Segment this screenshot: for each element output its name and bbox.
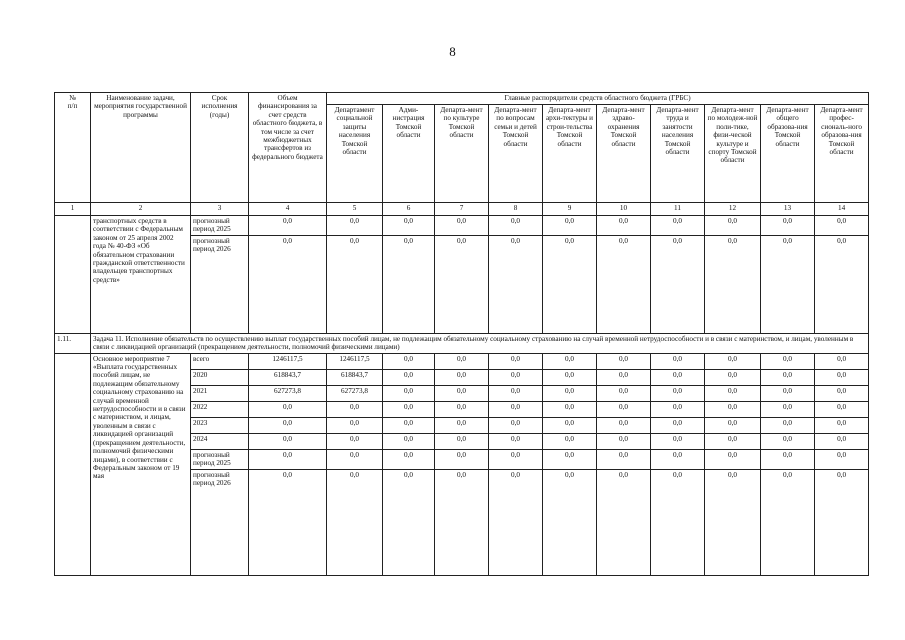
row-number-cell bbox=[55, 353, 91, 575]
value-cell: 0,0 bbox=[705, 417, 761, 433]
value-cell: 0,0 bbox=[435, 385, 489, 401]
value-cell: 0,0 bbox=[597, 385, 651, 401]
value-cell: 0,0 bbox=[249, 417, 327, 433]
period-cell: 2022 bbox=[191, 401, 249, 417]
value-cell: 0,0 bbox=[705, 401, 761, 417]
value-cell: 0,0 bbox=[761, 469, 815, 575]
period-cell: всего bbox=[191, 353, 249, 369]
value-cell: 0,0 bbox=[435, 449, 489, 469]
value-cell: 0,0 bbox=[489, 216, 543, 236]
value-cell: 0,0 bbox=[435, 401, 489, 417]
value-cell: 0,0 bbox=[815, 449, 869, 469]
value-cell: 0,0 bbox=[651, 433, 705, 449]
column-number: 3 bbox=[191, 203, 249, 216]
header-grbs-10: Департа-мент профес-сиональ-ного образова-ния Томской области bbox=[815, 105, 869, 203]
value-cell: 0,0 bbox=[651, 353, 705, 369]
header-col-volume: Объем финансирования за счет средств областного бюджета, в том числе за счет межбюджетных трансфертов из федерального бюджета bbox=[249, 93, 327, 203]
header-grbs-group: Главные распорядители средств областного бюджета (ГРБС) bbox=[327, 93, 869, 105]
value-cell: 0,0 bbox=[543, 469, 597, 575]
value-cell: 0,0 bbox=[597, 235, 651, 333]
column-number: 5 bbox=[327, 203, 383, 216]
value-cell: 627273,8 bbox=[327, 385, 383, 401]
value-cell: 0,0 bbox=[597, 417, 651, 433]
value-cell: 0,0 bbox=[815, 235, 869, 333]
value-cell: 0,0 bbox=[597, 469, 651, 575]
value-cell: 0,0 bbox=[383, 216, 435, 236]
value-cell: 0,0 bbox=[705, 235, 761, 333]
value-cell: 0,0 bbox=[435, 369, 489, 385]
value-cell: 0,0 bbox=[597, 353, 651, 369]
value-cell: 0,0 bbox=[489, 369, 543, 385]
value-cell: 0,0 bbox=[761, 433, 815, 449]
value-cell: 0,0 bbox=[327, 417, 383, 433]
value-cell: 0,0 bbox=[761, 401, 815, 417]
value-cell: 0,0 bbox=[651, 216, 705, 236]
value-cell: 0,0 bbox=[815, 369, 869, 385]
value-cell: 0,0 bbox=[815, 385, 869, 401]
value-cell: 0,0 bbox=[761, 353, 815, 369]
continuation-name: транспортных средств в соответствии с Федеральным законом от 25 апреля 2002 года № 40-ФЗ «Об обязательном страховании гражданской ответственности владельцев транспортных средств» bbox=[91, 216, 191, 334]
task-description: Задача 11. Исполнение обязательств по осуществлению выплат государственных пособий лицам, не подлежащим обязательному социальному страхованию на случай временной нетрудоспособности и в связи с материнством, и лицам, уволенным в связи с ликвидацией организаций (прекращением деятельности, полномочий физическими лицами) bbox=[91, 333, 869, 353]
value-cell: 0,0 bbox=[651, 385, 705, 401]
period-cell: 2021 bbox=[191, 385, 249, 401]
value-cell: 0,0 bbox=[705, 216, 761, 236]
value-cell: 0,0 bbox=[327, 449, 383, 469]
column-number: 13 bbox=[761, 203, 815, 216]
column-number: 6 bbox=[383, 203, 435, 216]
value-cell: 618843,7 bbox=[249, 369, 327, 385]
value-cell: 0,0 bbox=[383, 353, 435, 369]
header-grbs-4: Департа-мент по вопросам семьи и детей Томской области bbox=[489, 105, 543, 203]
value-cell: 0,0 bbox=[543, 401, 597, 417]
column-number: 14 bbox=[815, 203, 869, 216]
column-number: 1 bbox=[55, 203, 91, 216]
value-cell: 0,0 bbox=[651, 417, 705, 433]
value-cell: 0,0 bbox=[327, 216, 383, 236]
value-cell: 0,0 bbox=[543, 385, 597, 401]
value-cell: 0,0 bbox=[815, 401, 869, 417]
value-cell: 0,0 bbox=[327, 401, 383, 417]
value-cell: 0,0 bbox=[249, 449, 327, 469]
header-grbs-6: Департа-мент здраво-охранения Томской области bbox=[597, 105, 651, 203]
period-cell: прогнозный период 2025 bbox=[191, 216, 249, 236]
value-cell: 0,0 bbox=[249, 235, 327, 333]
period-cell: прогнозный период 2025 bbox=[191, 449, 249, 469]
value-cell: 0,0 bbox=[543, 433, 597, 449]
table-row bbox=[55, 353, 869, 369]
value-cell: 0,0 bbox=[249, 401, 327, 417]
value-cell: 0,0 bbox=[815, 353, 869, 369]
value-cell: 0,0 bbox=[761, 385, 815, 401]
header-col-name: Наименование задачи, мероприятия государственной программы bbox=[91, 93, 191, 203]
value-cell: 0,0 bbox=[815, 417, 869, 433]
value-cell: 0,0 bbox=[327, 433, 383, 449]
header-grbs-9: Департа-мент общего образова-ния Томской области bbox=[761, 105, 815, 203]
value-cell: 0,0 bbox=[383, 369, 435, 385]
value-cell: 1246117,5 bbox=[327, 353, 383, 369]
value-cell: 0,0 bbox=[383, 469, 435, 575]
value-cell: 0,0 bbox=[383, 433, 435, 449]
value-cell: 0,0 bbox=[815, 433, 869, 449]
row-number-cell bbox=[55, 216, 91, 334]
value-cell: 0,0 bbox=[651, 449, 705, 469]
value-cell: 0,0 bbox=[543, 369, 597, 385]
value-cell: 0,0 bbox=[597, 433, 651, 449]
task-number: 1.11. bbox=[55, 333, 91, 353]
period-cell: 2020 bbox=[191, 369, 249, 385]
value-cell: 0,0 bbox=[761, 235, 815, 333]
value-cell: 0,0 bbox=[761, 417, 815, 433]
value-cell: 0,0 bbox=[435, 216, 489, 236]
value-cell: 0,0 bbox=[543, 417, 597, 433]
value-cell: 0,0 bbox=[597, 449, 651, 469]
value-cell: 0,0 bbox=[761, 449, 815, 469]
table-row bbox=[55, 216, 869, 236]
header-grbs-7: Департа-мент труда и занятости населения Томской области bbox=[651, 105, 705, 203]
value-cell: 0,0 bbox=[489, 235, 543, 333]
value-cell: 0,0 bbox=[815, 216, 869, 236]
value-cell: 0,0 bbox=[597, 369, 651, 385]
value-cell: 0,0 bbox=[489, 385, 543, 401]
period-cell: прогнозный период 2026 bbox=[191, 235, 249, 333]
value-cell: 0,0 bbox=[435, 433, 489, 449]
value-cell: 0,0 bbox=[761, 216, 815, 236]
value-cell: 0,0 bbox=[651, 469, 705, 575]
header-grbs-2: Адми-нистрация Томской области bbox=[383, 105, 435, 203]
column-number: 10 bbox=[597, 203, 651, 216]
value-cell: 0,0 bbox=[705, 469, 761, 575]
value-cell: 618843,7 bbox=[327, 369, 383, 385]
value-cell: 1246117,5 bbox=[249, 353, 327, 369]
value-cell: 0,0 bbox=[543, 353, 597, 369]
header-grbs-8: Департа-мент по молодеж-ной поли-тике, физи-ческой культуре и спорту Томской области bbox=[705, 105, 761, 203]
period-cell: 2024 bbox=[191, 433, 249, 449]
budget-table bbox=[54, 92, 869, 576]
value-cell: 0,0 bbox=[761, 369, 815, 385]
value-cell: 0,0 bbox=[543, 235, 597, 333]
value-cell: 0,0 bbox=[383, 417, 435, 433]
column-number: 8 bbox=[489, 203, 543, 216]
value-cell: 627273,8 bbox=[249, 385, 327, 401]
value-cell: 0,0 bbox=[435, 469, 489, 575]
value-cell: 0,0 bbox=[651, 369, 705, 385]
column-number: 7 bbox=[435, 203, 489, 216]
value-cell: 0,0 bbox=[705, 449, 761, 469]
value-cell: 0,0 bbox=[705, 385, 761, 401]
value-cell: 0,0 bbox=[489, 449, 543, 469]
period-cell: 2023 bbox=[191, 417, 249, 433]
column-number: 4 bbox=[249, 203, 327, 216]
header-grbs-5: Департа-мент архи-тектуры и строи-тельства Томской области bbox=[543, 105, 597, 203]
value-cell: 0,0 bbox=[815, 469, 869, 575]
value-cell: 0,0 bbox=[543, 216, 597, 236]
value-cell: 0,0 bbox=[435, 353, 489, 369]
header-grbs-1: Департамент социальной защиты населения Томской области bbox=[327, 105, 383, 203]
header-col-term: Срок исполнения (годы) bbox=[191, 93, 249, 203]
value-cell: 0,0 bbox=[651, 235, 705, 333]
value-cell: 0,0 bbox=[249, 216, 327, 236]
value-cell: 0,0 bbox=[705, 433, 761, 449]
page-number: 8 bbox=[449, 44, 456, 59]
column-number: 9 bbox=[543, 203, 597, 216]
value-cell: 0,0 bbox=[651, 401, 705, 417]
value-cell: 0,0 bbox=[705, 353, 761, 369]
value-cell: 0,0 bbox=[705, 369, 761, 385]
value-cell: 0,0 bbox=[383, 401, 435, 417]
value-cell: 0,0 bbox=[383, 385, 435, 401]
value-cell: 0,0 bbox=[435, 417, 489, 433]
value-cell: 0,0 bbox=[327, 235, 383, 333]
value-cell: 0,0 bbox=[249, 433, 327, 449]
value-cell: 0,0 bbox=[489, 401, 543, 417]
header-col-no: № п/п bbox=[55, 93, 91, 203]
value-cell: 0,0 bbox=[597, 216, 651, 236]
column-number: 2 bbox=[91, 203, 191, 216]
header-grbs-3: Департа-мент по культуре Томской области bbox=[435, 105, 489, 203]
value-cell: 0,0 bbox=[383, 235, 435, 333]
value-cell: 0,0 bbox=[543, 449, 597, 469]
value-cell: 0,0 bbox=[249, 469, 327, 575]
value-cell: 0,0 bbox=[597, 401, 651, 417]
value-cell: 0,0 bbox=[489, 469, 543, 575]
value-cell: 0,0 bbox=[489, 433, 543, 449]
value-cell: 0,0 bbox=[435, 235, 489, 333]
value-cell: 0,0 bbox=[489, 417, 543, 433]
value-cell: 0,0 bbox=[489, 353, 543, 369]
event-name: Основное мероприятие 7 «Выплата государственных пособий лицам, не подлежащим обязательному социальному страхованию на случай временной нетрудоспособности и в связи с материнством, и лицам, уволенным в связи с ликвидацией организаций (прекращением деятельности, полномочий физическими лицами), в соответствии с Федеральным законом от 19 мая bbox=[91, 353, 191, 575]
period-cell: прогнозный период 2026 bbox=[191, 469, 249, 575]
column-number: 12 bbox=[705, 203, 761, 216]
column-number: 11 bbox=[651, 203, 705, 216]
value-cell: 0,0 bbox=[327, 469, 383, 575]
value-cell: 0,0 bbox=[383, 449, 435, 469]
